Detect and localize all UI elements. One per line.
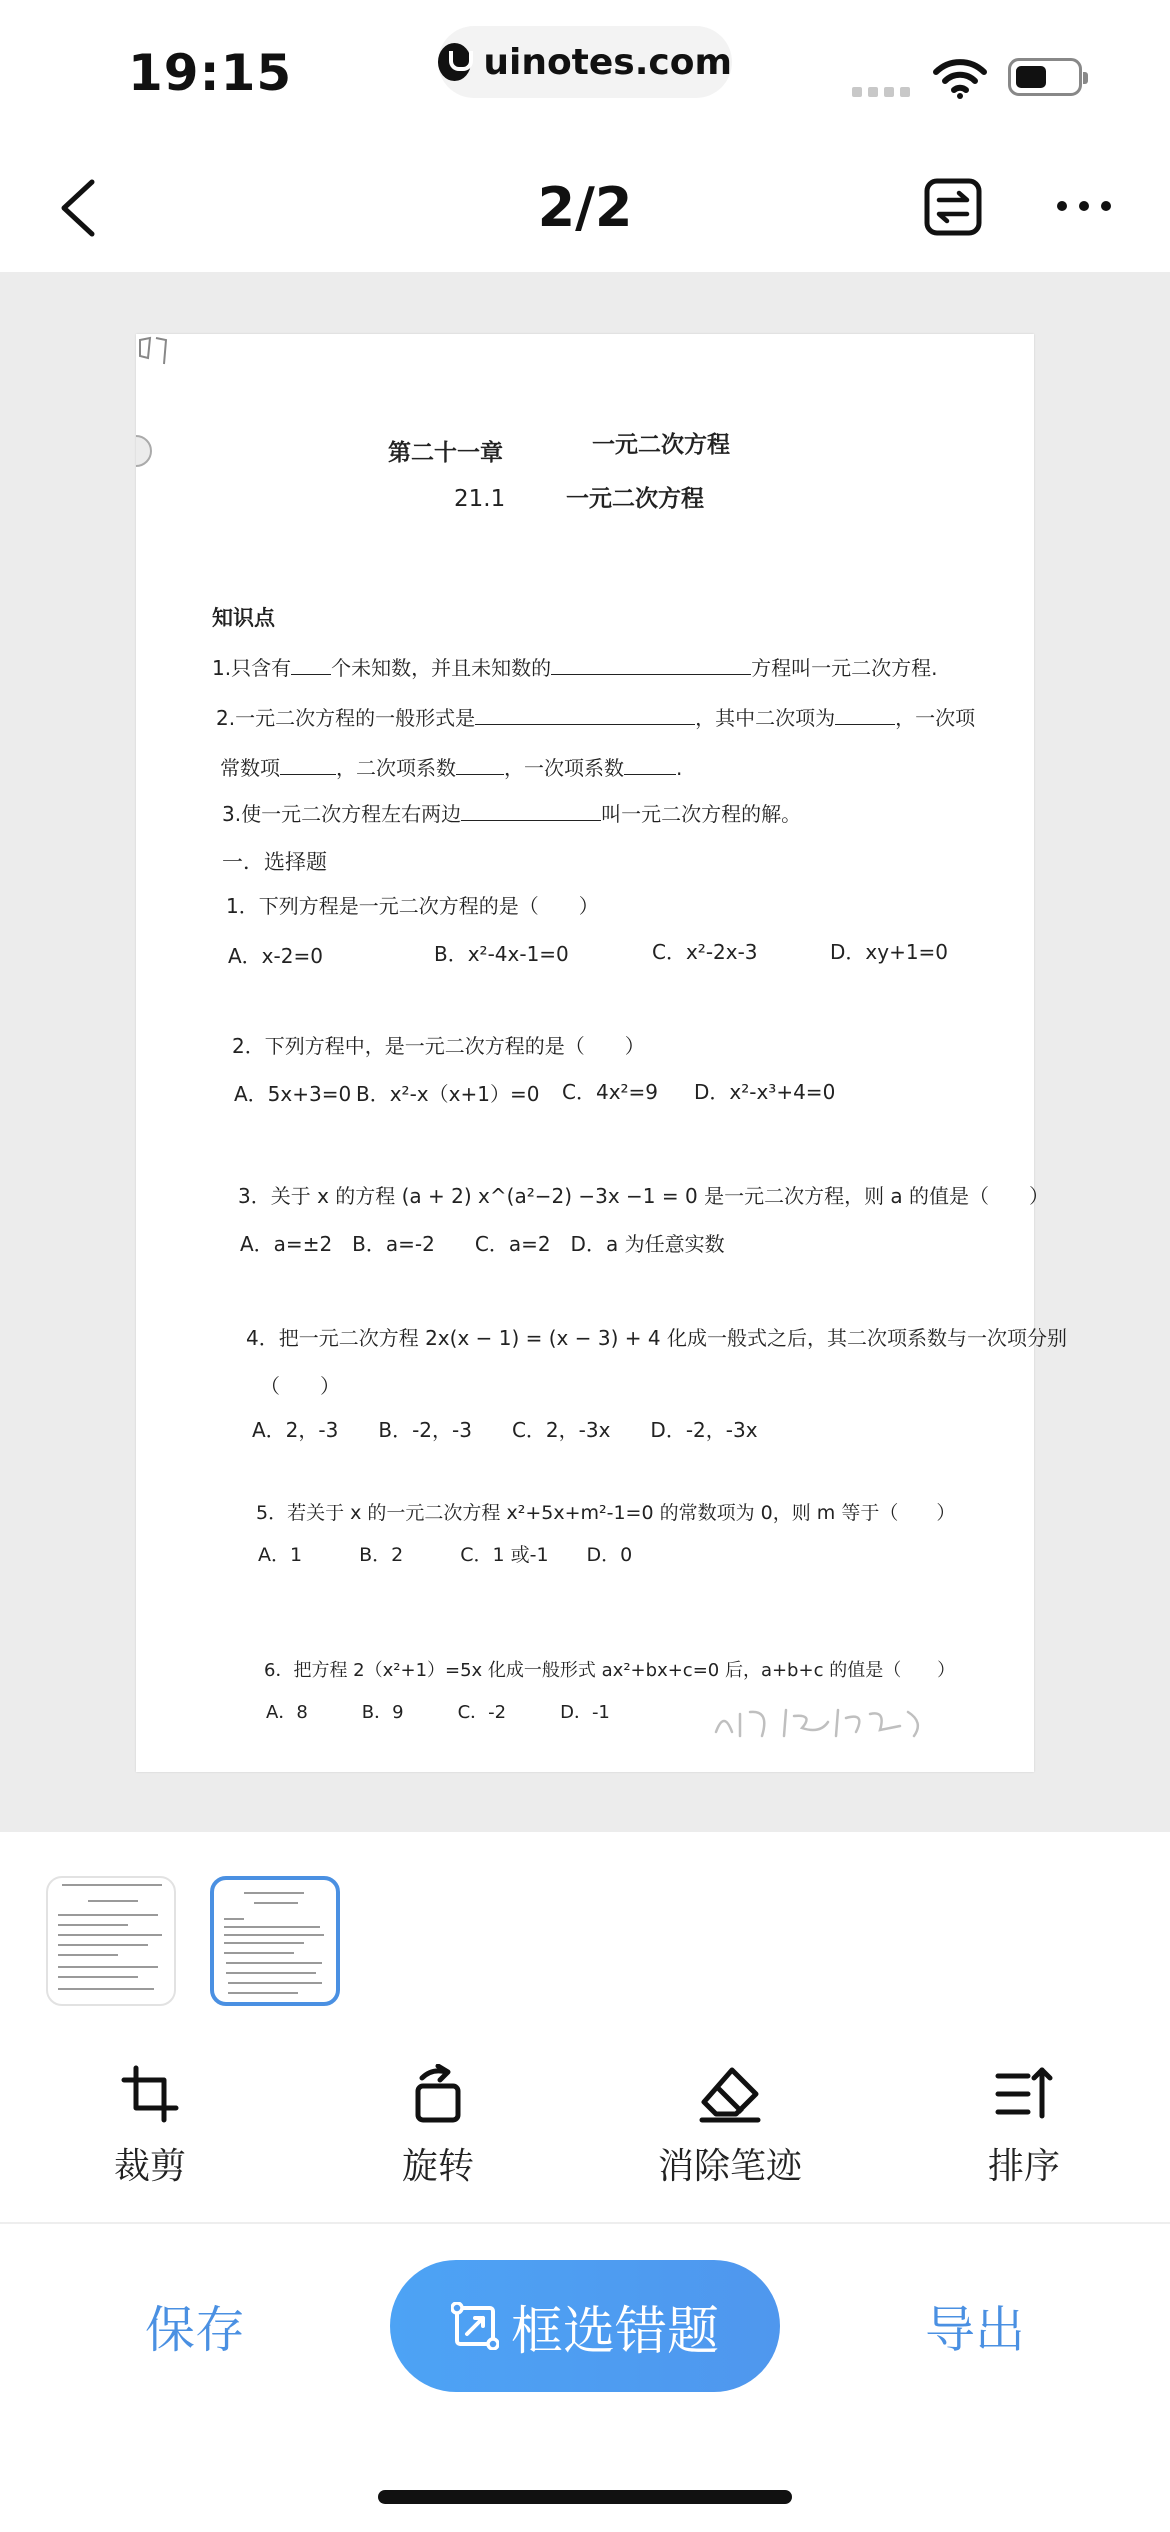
sort-label: 排序	[987, 2146, 1060, 2187]
frame-select-icon	[451, 2302, 499, 2350]
question-1-option-b: B．x²-4x-1=0	[434, 942, 569, 966]
kp1-part-a: 1.只含有	[212, 656, 292, 680]
battery-icon	[1008, 58, 1082, 96]
crop-tool[interactable]	[50, 2064, 250, 2189]
url-text: uinotes.com	[483, 41, 732, 83]
eraser-icon	[698, 2064, 762, 2124]
kp2-part-a: 2.一元二次方程的一般形式是	[216, 706, 476, 730]
kp1-part-c: 方程叫一元二次方程.	[751, 656, 938, 680]
question-5-options: A．1 B．2 C．1 或-1 D．0	[258, 1544, 633, 1566]
site-logo-icon	[438, 43, 471, 81]
question-4-options: A．2，-3 B．-2，-3 C．2，-3x D．-2，-3x	[252, 1418, 758, 1442]
question-1-option-a: A．x-2=0	[228, 944, 323, 968]
crop-icon	[120, 2064, 180, 2124]
question-3-options: A．a=±2 B．a=-2 C．a=2 D．a 为任意实数	[240, 1232, 725, 1256]
select-errors-label: 框选错题	[510, 2301, 719, 2362]
knowledge-point-2-cont	[220, 752, 682, 781]
kp3-part-a: 3.使一元二次方程左右两边	[222, 802, 462, 826]
wifi-icon	[932, 58, 988, 104]
erase-handwriting-label: 消除笔迹	[657, 2146, 802, 2187]
question-5: 5．若关于 x 的一元二次方程 x²+5x+m²-1=0 的常数项为 0，则 m 等于（ ）	[256, 1502, 956, 1524]
section-number: 21.1	[454, 486, 506, 512]
question-1-option-d: D．xy+1=0	[830, 940, 949, 964]
handwriting-scribble-icon	[710, 1692, 940, 1748]
section-topic: 一元二次方程	[566, 486, 704, 512]
knowledge-point-2	[216, 702, 975, 731]
rotate-icon	[408, 2064, 468, 2124]
question-2: 2．下列方程中，是一元二次方程的是（ ）	[232, 1034, 645, 1058]
rotate-label: 旋转	[401, 2146, 474, 2187]
knowledge-point-3	[222, 798, 801, 827]
page-counter-title: 2/2	[537, 176, 633, 239]
knowledge-heading: 知识点	[212, 606, 275, 630]
question-4-answer-paren: （ ）	[260, 1374, 340, 1398]
url-pill[interactable]	[438, 26, 732, 98]
page-thumbnail-2[interactable]	[210, 1876, 340, 2006]
status-time: 19:15	[128, 44, 293, 102]
question-3: 3．关于 x 的方程 (a + 2) x^(a²−2) −3x −1 = 0 是一元二次方程，则 a 的值是（ ）	[238, 1184, 1050, 1208]
rotate-tool[interactable]	[338, 2064, 538, 2189]
more-icon[interactable]	[1054, 196, 1114, 216]
select-errors-button[interactable]	[390, 2260, 780, 2392]
chapter-topic: 一元二次方程	[592, 432, 730, 458]
question-2-option-a: A．5x+3=0	[234, 1082, 352, 1106]
question-1-option-c: C．x²-2x-3	[652, 940, 758, 964]
chapter-label: 第二十一章	[388, 440, 503, 466]
question-6-options: A．8 B．9 C．-2 D．-1	[266, 1702, 610, 1723]
kp2b-part-d: .	[676, 756, 683, 780]
export-button[interactable]: 导出	[925, 2301, 1025, 2359]
multiple-choice-heading: 一．选择题	[222, 850, 327, 874]
save-button[interactable]: 保存	[145, 2301, 245, 2359]
divider	[0, 2222, 1170, 2224]
cellular-signal-icon	[852, 82, 916, 101]
question-2-option-d: D．x²-x³+4=0	[694, 1080, 836, 1104]
question-6: 6．把方程 2（x²+1）=5x 化成一般形式 ax²+bx+c=0 后，a+b+c 的值是（ ）	[264, 1660, 956, 1681]
document-page[interactable]	[136, 334, 1067, 1772]
sort-icon	[994, 2064, 1054, 2124]
home-indicator[interactable]	[378, 2490, 792, 2504]
kp2-part-c: ，一次项	[895, 706, 976, 730]
punch-hole-icon	[136, 432, 156, 472]
erase-handwriting-tool[interactable]	[630, 2064, 830, 2189]
page-corner-artifact-icon	[136, 334, 186, 424]
kp2b-part-c: ，一次项系数	[504, 756, 624, 780]
compare-switch-icon[interactable]	[924, 178, 982, 236]
kp3-part-b: 叫一元二次方程的解。	[601, 802, 802, 826]
kp2-part-b: ，其中二次项为	[695, 706, 836, 730]
sort-tool[interactable]	[924, 2064, 1124, 2189]
thumbnail-strip	[0, 1832, 1170, 2024]
page-thumbnail-1[interactable]	[46, 1876, 176, 2006]
knowledge-point-1	[212, 652, 937, 681]
question-1: 1．下列方程是一元二次方程的是（ ）	[226, 894, 599, 918]
question-4: 4．把一元二次方程 2x(x − 1) = (x − 3) + 4 化成一般式之后，其二次项系数与一次项分别	[246, 1326, 1067, 1350]
kp1-part-b: 个未知数，并且未知数的	[331, 656, 552, 680]
question-2-option-b: B．x²-x（x+1）=0	[356, 1082, 540, 1106]
kp2b-part-a: 常数项	[220, 756, 280, 780]
kp2b-part-b: ，二次项系数	[336, 756, 456, 780]
question-2-option-c: C．4x²=9	[562, 1080, 659, 1104]
crop-label: 裁剪	[113, 2146, 186, 2187]
